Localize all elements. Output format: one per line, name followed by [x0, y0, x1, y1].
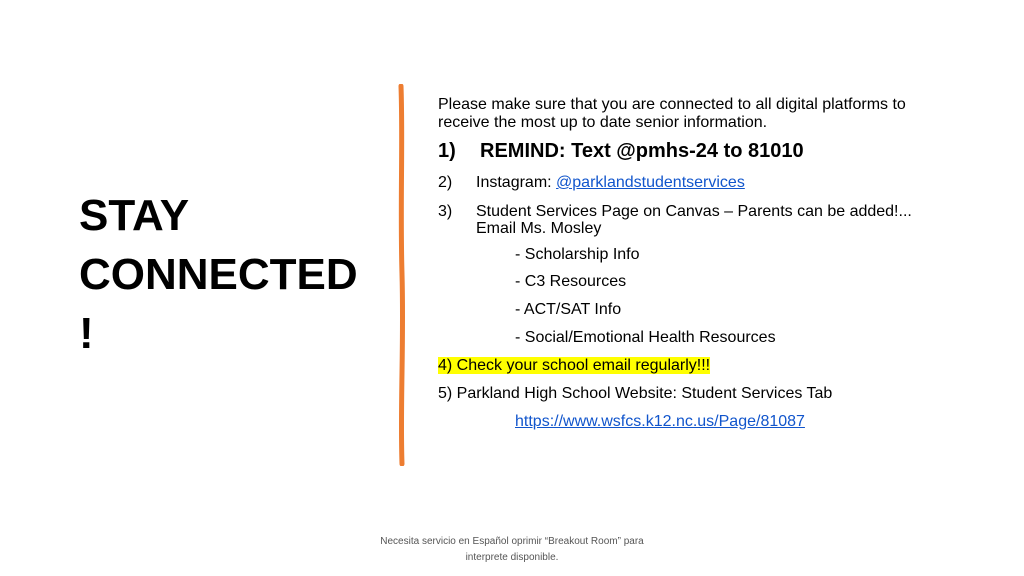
website-item: 5) Parkland High School Website: Student Services Tab — [438, 385, 833, 402]
remind-number: 1) — [438, 140, 456, 162]
instagram-item — [438, 174, 745, 192]
email-item — [438, 357, 710, 375]
orange-divider-line — [396, 84, 408, 466]
canvas-number: 3) — [438, 203, 453, 220]
website-link[interactable]: https://www.wsfcs.k12.nc.us/Page/81087 — [515, 413, 805, 430]
instagram-label: Instagram: — [476, 174, 557, 191]
slide-title — [79, 186, 379, 363]
sub-item-c3: - C3 Resources — [515, 273, 627, 290]
canvas-item — [438, 203, 938, 237]
title-line-stay: STAY — [79, 191, 190, 240]
remind-item — [438, 140, 804, 163]
intro-text: Please make sure that you are connected to all digital platforms to receive the most up to date senior information. — [438, 96, 906, 131]
title-line-exclamation: ! — [79, 309, 94, 358]
sub-item-health: - Social/Emotional Health Resources — [515, 329, 776, 346]
title-line-connected: CONNECTED — [79, 250, 358, 299]
footer-note — [340, 534, 684, 566]
footer-line-1: Necesita servicio en Español oprimir “Breakout Room” para — [380, 536, 644, 547]
email-highlight: 4) Check your school email regularly!!! — [438, 357, 711, 374]
canvas-text: Student Services Page on Canvas – Parents can be added!... Email Ms. Mosley — [476, 203, 912, 237]
instagram-number: 2) — [438, 174, 453, 191]
remind-text: REMIND: Text @pmhs-24 to 81010 — [480, 140, 804, 162]
sub-item-scholarship: - Scholarship Info — [515, 246, 640, 263]
instagram-link[interactable]: @parklandstudentservices — [556, 174, 745, 191]
sub-item-act-sat: - ACT/SAT Info — [515, 301, 622, 318]
footer-line-2: interprete disponible. — [465, 552, 559, 563]
